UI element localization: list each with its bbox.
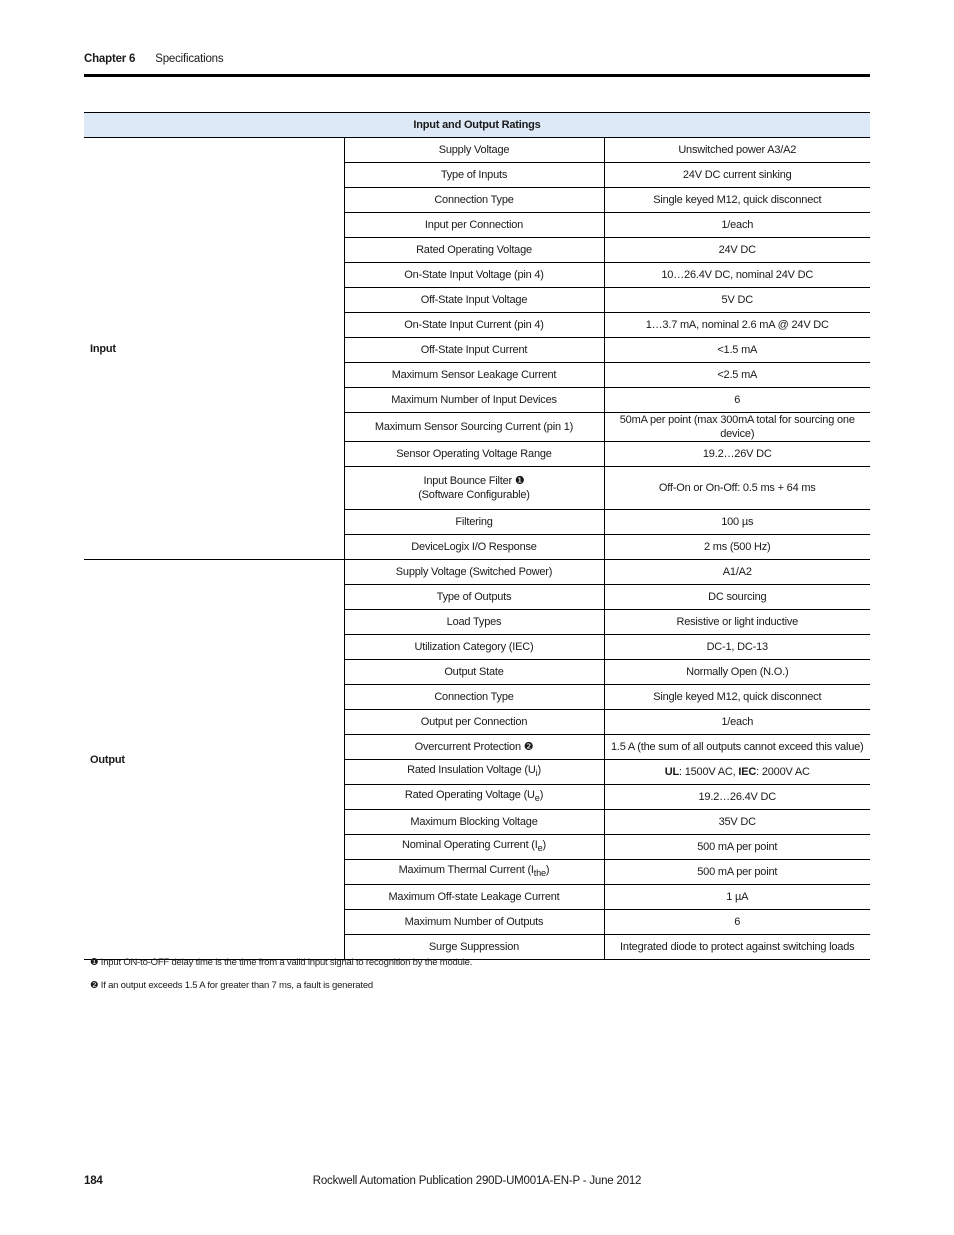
param-subscript: i xyxy=(535,768,538,779)
param-cell: Rated Operating Voltage xyxy=(344,238,604,263)
value-cell: 6 xyxy=(604,388,870,413)
param-cell: Maximum Number of Outputs xyxy=(344,910,604,935)
value-cell: 35V DC xyxy=(604,810,870,835)
param-cell: Surge Suppression xyxy=(344,935,604,960)
header-rule xyxy=(84,74,870,77)
value-cell: Off-On or On-Off: 0.5 ms + 64 ms xyxy=(604,467,870,510)
value-cell: Normally Open (N.O.) xyxy=(604,660,870,685)
value-cell: 10…26.4V DC, nominal 24V DC xyxy=(604,263,870,288)
param-cell xyxy=(344,860,604,885)
param-text-tail: ) xyxy=(539,789,544,802)
param-cell xyxy=(344,785,604,810)
param-cell: DeviceLogix I/O Response xyxy=(344,535,604,560)
value-cell: Single keyed M12, quick disconnect xyxy=(604,188,870,213)
param-cell xyxy=(344,835,604,860)
value-cell: 1 µA xyxy=(604,885,870,910)
param-line: Input Bounce Filter ❶ xyxy=(423,475,525,487)
param-cell: Utilization Category (IEC) xyxy=(344,635,604,660)
param-subscript: e xyxy=(537,843,543,854)
param-cell xyxy=(344,467,604,510)
param-cell: Supply Voltage (Switched Power) xyxy=(344,560,604,585)
param-cell: Supply Voltage xyxy=(344,138,604,163)
value-bold: IEC xyxy=(738,766,757,778)
value-cell: Unswitched power A3/A2 xyxy=(604,138,870,163)
value-cell: 1/each xyxy=(604,213,870,238)
value-cell: 500 mA per point xyxy=(604,835,870,860)
value-cell: A1/A2 xyxy=(604,560,870,585)
param-cell: Connection Type xyxy=(344,188,604,213)
value-cell: 24V DC current sinking xyxy=(604,163,870,188)
value-cell: Integrated diode to protect against switching loads xyxy=(604,935,870,960)
group-label-input: Input xyxy=(84,138,344,560)
running-head xyxy=(84,53,223,65)
param-text-tail: ) xyxy=(537,764,541,777)
value-cell xyxy=(604,760,870,785)
value-cell: 50mA per point (max 300mA total for sourcing one device) xyxy=(604,413,870,442)
param-cell: Filtering xyxy=(344,510,604,535)
value-cell: <2.5 mA xyxy=(604,363,870,388)
param-cell: On-State Input Current (pin 4) xyxy=(344,313,604,338)
footnote-2: ❷ If an output exceeds 1.5 A for greater than 7 ms, a fault is generated xyxy=(90,980,373,991)
table-row xyxy=(84,560,870,585)
param-text-tail: ) xyxy=(542,839,546,852)
table-title: Input and Output Ratings xyxy=(84,113,870,138)
value-cell: 1…3.7 mA, nominal 2.6 mA @ 24V DC xyxy=(604,313,870,338)
table-row xyxy=(84,138,870,163)
value-text: : 1500V AC, xyxy=(679,766,739,778)
value-bold: UL xyxy=(664,766,679,778)
value-cell: Resistive or light inductive xyxy=(604,610,870,635)
value-cell: 500 mA per point xyxy=(604,860,870,885)
param-cell: Maximum Blocking Voltage xyxy=(344,810,604,835)
param-cell: Connection Type xyxy=(344,685,604,710)
param-cell xyxy=(344,760,604,785)
footnote-1: ❶ Input ON-to-OFF delay time is the time from a valid input signal to recognition by the module. xyxy=(90,957,473,968)
value-text: : 2000V AC xyxy=(756,766,810,778)
value-cell: 100 µs xyxy=(604,510,870,535)
param-cell: Type of Inputs xyxy=(344,163,604,188)
value-cell: 6 xyxy=(604,910,870,935)
param-cell: Off-State Input Current xyxy=(344,338,604,363)
value-cell: 1.5 A (the sum of all outputs cannot exceed this value) xyxy=(604,735,870,760)
param-cell: Type of Outputs xyxy=(344,585,604,610)
value-cell: DC-1, DC-13 xyxy=(604,635,870,660)
value-cell: 1/each xyxy=(604,710,870,735)
param-cell: Output per Connection xyxy=(344,710,604,735)
footnotes xyxy=(90,957,472,1003)
param-cell: Maximum Off-state Leakage Current xyxy=(344,885,604,910)
param-cell: Output State xyxy=(344,660,604,685)
param-text: Nominal Operating Current (I xyxy=(402,839,538,852)
publication-info: Rockwell Automation Publication 290D-UM001A-EN-P - June 2012 xyxy=(312,1175,642,1187)
param-cell: Input per Connection xyxy=(344,213,604,238)
param-cell: Maximum Sensor Sourcing Current (pin 1) xyxy=(344,413,604,442)
param-text: Rated Insulation Voltage (U xyxy=(407,764,536,777)
chapter-label: Chapter 6 xyxy=(84,53,136,65)
param-line: (Software Configurable) xyxy=(418,489,530,501)
value-cell: 19.2…26.4V DC xyxy=(604,785,870,810)
param-subscript: the xyxy=(533,868,546,879)
param-cell: Sensor Operating Voltage Range xyxy=(344,442,604,467)
value-cell: DC sourcing xyxy=(604,585,870,610)
param-text-tail: ) xyxy=(545,864,550,877)
group-label-output: Output xyxy=(84,560,344,960)
param-cell: On-State Input Voltage (pin 4) xyxy=(344,263,604,288)
value-cell: Single keyed M12, quick disconnect xyxy=(604,685,870,710)
value-cell: <1.5 mA xyxy=(604,338,870,363)
value-cell: 2 ms (500 Hz) xyxy=(604,535,870,560)
page-number: 184 xyxy=(84,1175,103,1187)
value-cell: 5V DC xyxy=(604,288,870,313)
param-subscript: e xyxy=(534,793,540,804)
ratings-table xyxy=(84,112,870,960)
param-cell: Off-State Input Voltage xyxy=(344,288,604,313)
param-text: Rated Operating Voltage (U xyxy=(404,789,535,802)
param-cell: Maximum Sensor Leakage Current xyxy=(344,363,604,388)
param-cell: Load Types xyxy=(344,610,604,635)
section-title: Specifications xyxy=(155,53,224,65)
param-text: Maximum Thermal Current (I xyxy=(398,864,534,877)
value-cell: 24V DC xyxy=(604,238,870,263)
value-cell: 19.2…26V DC xyxy=(604,442,870,467)
param-cell: Overcurrent Protection ❷ xyxy=(344,735,604,760)
param-cell: Maximum Number of Input Devices xyxy=(344,388,604,413)
